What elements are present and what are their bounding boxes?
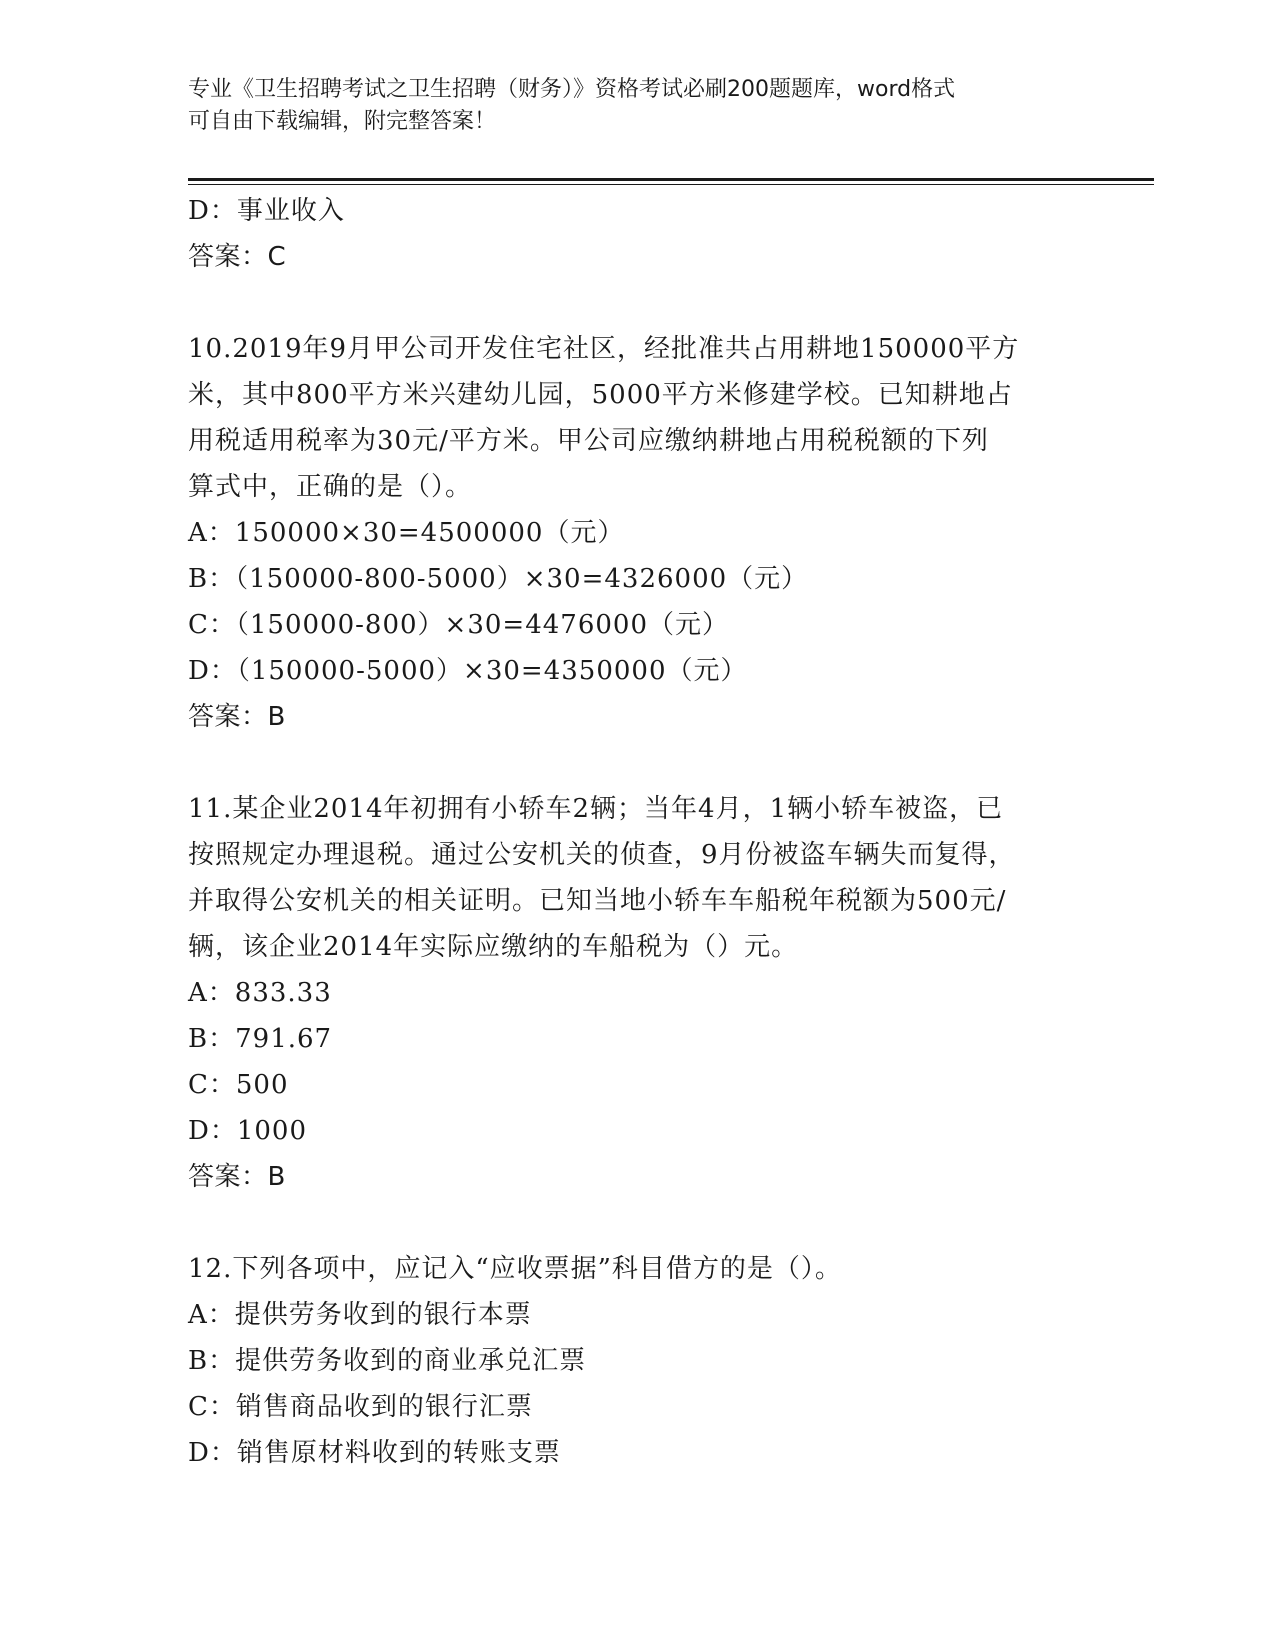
document-body <box>188 188 1088 1476</box>
question-text-line: 算式中，正确的是（）。 <box>188 472 473 502</box>
option-d: D：事业收入 <box>188 196 345 226</box>
spacer <box>188 740 1088 786</box>
option-c: C：500 <box>188 1070 289 1100</box>
option-b: B：（150000-800-5000）×30=4326000（元） <box>188 564 809 594</box>
question-text-line: 用税适用税率为30元/平方米。甲公司应缴纳耕地占用税税额的下列 <box>188 426 989 456</box>
header-line-2: 可自由下载编辑，附完整答案！ <box>188 109 497 134</box>
header-rule-thin <box>188 184 1154 185</box>
option-b: B：791.67 <box>188 1024 333 1054</box>
previous-question-tail <box>188 188 1088 280</box>
option-a: A：833.33 <box>188 978 332 1008</box>
question-10 <box>188 326 1088 740</box>
answer-line: 答案：B <box>188 702 286 732</box>
question-text-line: 按照规定办理退税。通过公安机关的侦查，9月份被盗车辆失而复得， <box>188 840 1016 870</box>
option-c: C：销售商品收到的银行汇票 <box>188 1392 533 1422</box>
header-line-1: 专业《卫生招聘考试之卫生招聘（财务）》资格考试必刷200题题库，word格式 <box>188 77 956 102</box>
question-text-line: 12.下列各项中，应记入“应收票据”科目借方的是（）。 <box>188 1254 842 1284</box>
spacer <box>188 1200 1088 1246</box>
header-rule-thick <box>188 178 1154 181</box>
question-12 <box>188 1246 1088 1476</box>
option-b: B：提供劳务收到的商业承兑汇票 <box>188 1346 587 1376</box>
spacer <box>188 280 1088 326</box>
question-11 <box>188 786 1088 1200</box>
question-text-line: 辆，该企业2014年实际应缴纳的车船税为（）元。 <box>188 932 799 962</box>
option-d: D：销售原材料收到的转账支票 <box>188 1438 561 1468</box>
option-c: C：（150000-800）×30=4476000（元） <box>188 610 730 640</box>
answer-line: 答案：C <box>188 242 287 272</box>
option-a: A：150000×30=4500000（元） <box>188 518 625 548</box>
option-a: A：提供劳务收到的银行本票 <box>188 1300 532 1330</box>
question-text-line: 并取得公安机关的相关证明。已知当地小轿车车船税年税额为500元/ <box>188 886 1007 916</box>
document-header <box>188 74 1088 138</box>
question-text-line: 11.某企业2014年初拥有小轿车2辆；当年4月，1辆小轿车被盗，已 <box>188 794 1004 824</box>
question-text-line: 米，其中800平方米兴建幼儿园，5000平方米修建学校。已知耕地占 <box>188 380 1013 410</box>
question-text-line: 10.2019年9月甲公司开发住宅社区，经批准共占用耕地150000平方 <box>188 334 1020 364</box>
answer-line: 答案：B <box>188 1162 286 1192</box>
option-d: D：（150000-5000）×30=4350000（元） <box>188 656 748 686</box>
option-d: D：1000 <box>188 1116 308 1146</box>
